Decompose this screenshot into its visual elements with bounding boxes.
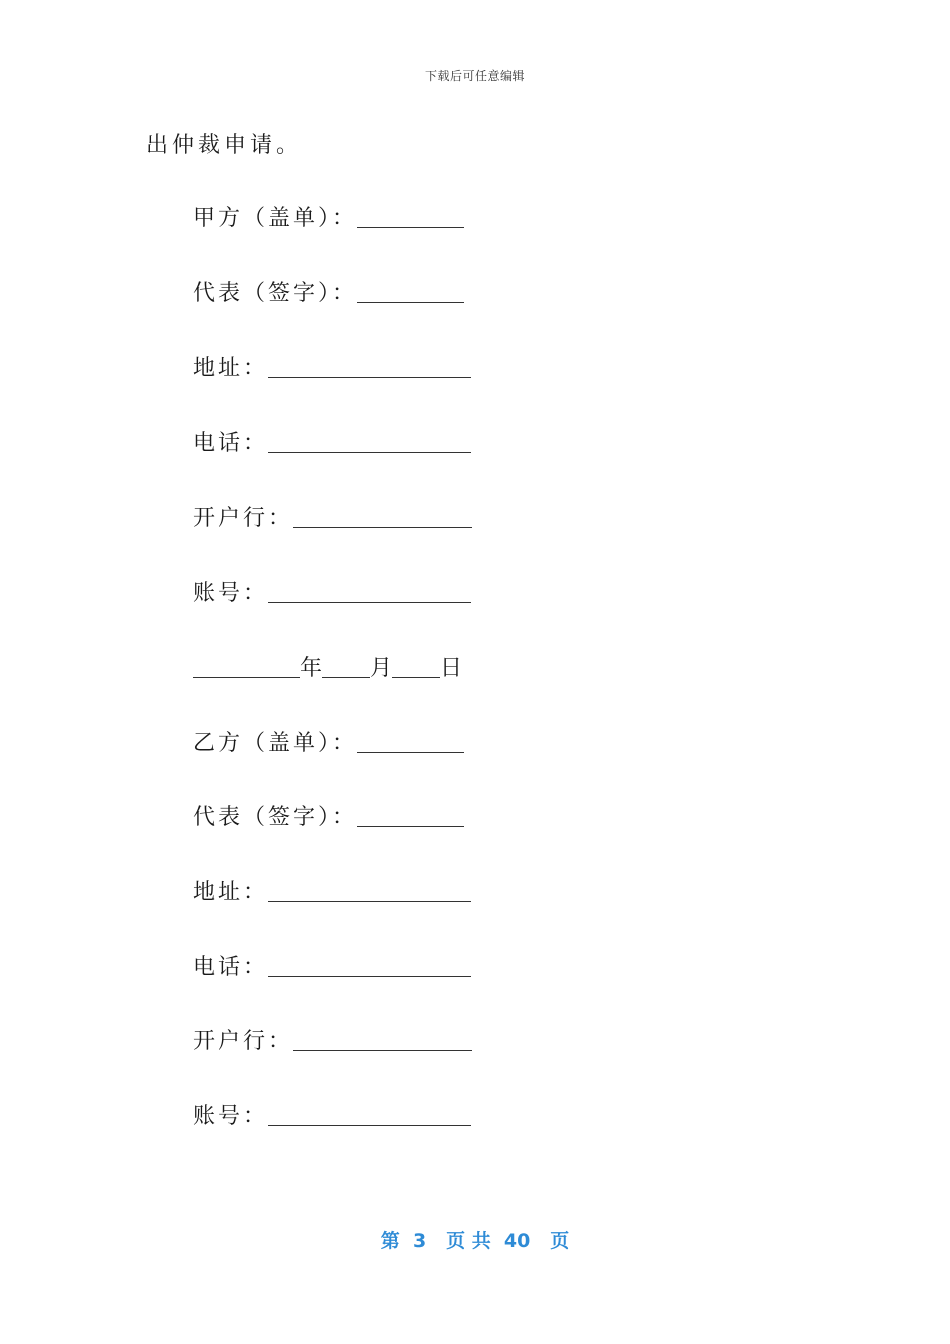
party-b-phone-row (193, 954, 471, 982)
party-a-phone-label: 电话： (193, 431, 269, 456)
party-b-rep-label: 代表（签字）： (193, 805, 358, 830)
day-label: 日 (440, 656, 463, 681)
party-a-address-label: 地址： (193, 356, 269, 381)
party-a-seal-blank[interactable] (357, 205, 464, 228)
party-a-seal-label: 甲方（盖单）： (193, 206, 358, 231)
party-a-bank-blank[interactable] (293, 505, 472, 528)
party-a-seal-row (193, 205, 464, 233)
party-a-rep-label: 代表（签字）： (193, 281, 358, 306)
party-a-address-blank[interactable] (268, 355, 471, 378)
year-label: 年 (300, 656, 323, 681)
party-a-rep-row (193, 280, 464, 308)
party-a-account-blank[interactable] (268, 580, 471, 603)
year-blank[interactable] (193, 655, 300, 678)
party-a-account-row (193, 580, 471, 608)
party-a-phone-blank[interactable] (268, 430, 471, 453)
party-b-phone-label: 电话： (193, 955, 269, 980)
month-blank[interactable] (322, 655, 370, 678)
party-a-account-label: 账号： (193, 581, 269, 606)
party-b-bank-row (193, 1028, 472, 1056)
party-b-account-label: 账号： (193, 1104, 269, 1129)
party-a-bank-row (193, 505, 472, 533)
page-header: 下载后可任意编辑 (424, 69, 525, 83)
party-b-rep-blank[interactable] (357, 804, 464, 827)
party-b-rep-row (193, 804, 464, 832)
page-number-footer: 第 3 页 共 40 页 (380, 1230, 570, 1252)
party-b-bank-label: 开户行： (193, 1029, 294, 1054)
party-b-seal-row (193, 730, 464, 758)
party-b-address-row (193, 879, 471, 907)
party-b-phone-blank[interactable] (268, 954, 471, 977)
party-b-account-row (193, 1103, 471, 1131)
party-b-seal-label: 乙方（盖单）： (193, 731, 358, 756)
party-b-account-blank[interactable] (268, 1103, 471, 1126)
lead-paragraph: 出仲裁申请。 (146, 133, 303, 158)
party-a-rep-blank[interactable] (357, 280, 464, 303)
party-a-phone-row (193, 430, 471, 458)
party-b-address-blank[interactable] (268, 879, 471, 902)
day-blank[interactable] (392, 655, 440, 678)
month-label: 月 (370, 656, 393, 681)
party-a-bank-label: 开户行： (193, 506, 294, 531)
party-b-seal-blank[interactable] (357, 730, 464, 753)
party-b-address-label: 地址： (193, 880, 269, 905)
date-row (193, 655, 462, 683)
party-b-bank-blank[interactable] (293, 1028, 472, 1051)
party-a-address-row (193, 355, 471, 383)
